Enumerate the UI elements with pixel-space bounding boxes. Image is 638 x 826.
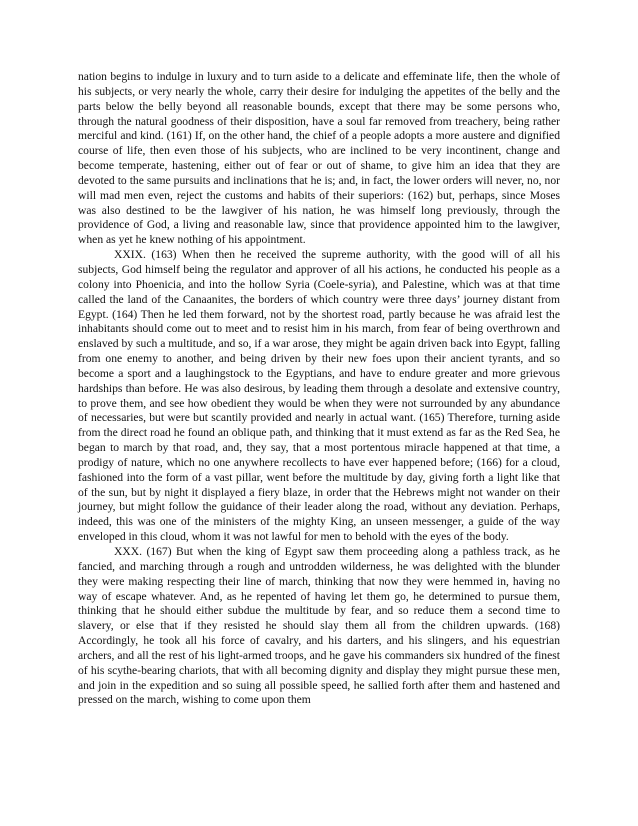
paragraph-chapter-xxix: XXIX. (163) When then he received the supreme authority, with the good will of all his subjects, God himself being the regulator and approver of all his actions, he conducted his people as a colony into Phoenicia, and into the hollow Syria (Coele-syria), and Palestine, which was at that time called the land of the Canaanites, the borders of which country were three days’ journey distant from Egypt. (164) Then he led them forward, not by the shortest road, partly because he was afraid lest the inhabitants should come out to meet and to resist him in his march, from fear of being overthrown and enslaved by such a multitude, and so, if a war arose, they might be again driven back into Egypt, falling from one enemy to another, and being driven by their new foes upon their ancient tyrants, and so become a sport and a laughingstock to the Egyptians, and have to endure greater and more grievous hardships than before. He was also desirous, by leading them through a desolate and extensive country, to prove them, and see how obedient they would be when they were not surrounded by any abundance of necessaries, but were but scantily provided and nearly in actual want. (165) Therefore, turning aside from the direct road he found an oblique path, and thinking that it must extend as far as the Red Sea, he began to march by that road, and, they say, that a most portentous miracle happened at that time, a prodigy of nature, which no one anywhere recollects to have ever happened before; (166) for a cloud, fashioned into the form of a vast pillar, went before the multitude by day, giving forth a light like that of the sun, but by night it displayed a fiery blaze, in order that the Hebrews might not wander on their journey, but might follow the guidance of their leader along the road, without any deviation. Perhaps, indeed, this was one of the ministers of the mighty King, an unseen messenger, a guide of the way enveloped in this cloud, whom it was not lawful for men to behold with the eyes of the body.	[78, 248, 560, 544]
document-page	[78, 70, 560, 708]
paragraph-continuation: nation begins to indulge in luxury and to turn aside to a delicate and effeminate life, then the whole of his subjects, or very nearly the whole, carry their desire for indulging the appetites of the belly and the parts below the belly beyond all reasonable bounds, except that there may be some persons who, through the natural goodness of their disposition, have a soul far removed from treachery, being rather merciful and kind. (161) If, on the other hand, the chief of a people adopts a more austere and dignified course of life, then even those of his subjects, who are inclined to be very incontinent, change and become temperate, hastening, either out of fear or out of shame, to give him an idea that they are devoted to the same pursuits and inclinations that he is; and, in fact, the lower orders will never, no, nor will mad men even, reject the customs and habits of their superiors: (162) but, perhaps, since Moses was also destined to be the lawgiver of his nation, he was himself long previously, through the providence of God, a living and reasonable law, since that providence appointed him to the lawgiver, when as yet he knew nothing of his appointment.	[78, 70, 560, 247]
paragraph-chapter-xxx: XXX. (167) But when the king of Egypt saw them proceeding along a pathless track, as he fancied, and marching through a rough and untrodden wilderness, he was delighted with the blunder they were making respecting their line of march, thinking that now they were hemmed in, having no way of escape whatever. And, as he repented of having let them go, he determined to pursue them, thinking that he should either subdue the multitude by fear, and so reduce them a second time to slavery, or else that if they resisted he should slay them all from the children upwards. (168) Accordingly, he took all his force of cavalry, and his darters, and his slingers, and his equestrian archers, and all the rest of his light-armed troops, and he gave his commanders six hundred of the finest of his scythe-bearing chariots, that with all becoming dignity and display they might pursue these men, and join in the expedition and so suing all possible speed, he sallied forth after them and hastened and pressed on the march, wishing to come upon them	[78, 545, 560, 707]
